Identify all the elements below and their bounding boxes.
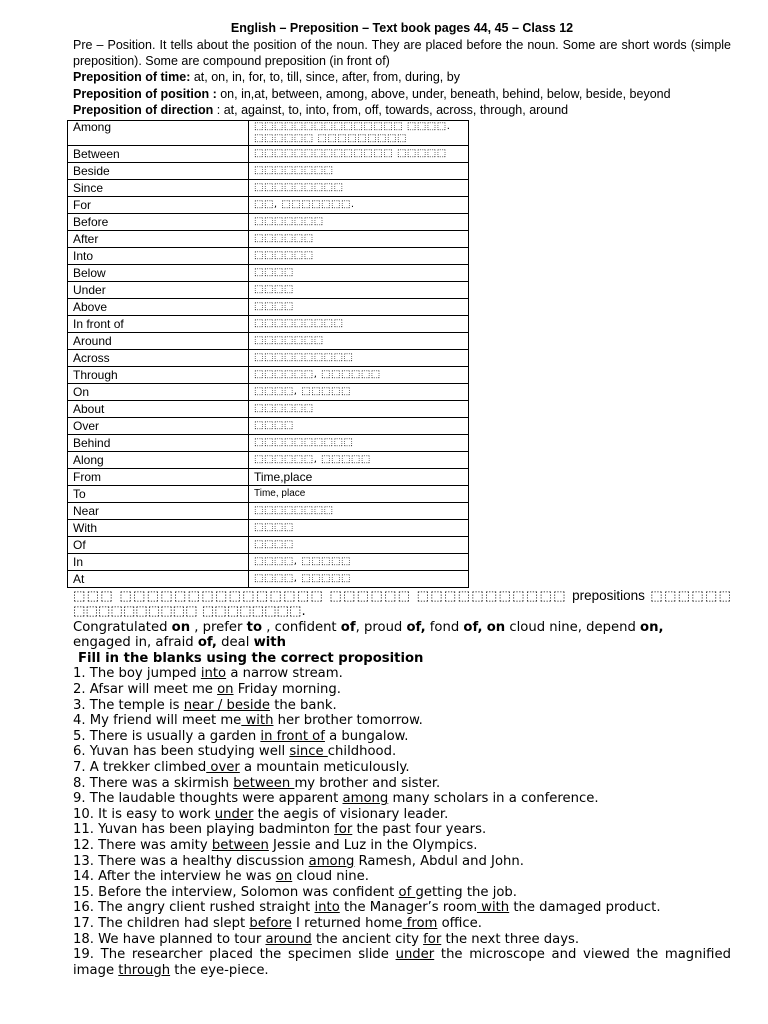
preposition-meaning: ⬚⬚⬚⬚⬚⬚⬚⬚⬚⬚ (249, 434, 469, 451)
sentence-text: 19. The researcher placed the specimen slide (73, 947, 396, 963)
exercise-sentence (73, 807, 731, 823)
definition-line (73, 86, 731, 103)
preposition-meaning: ⬚⬚, ⬚⬚⬚⬚⬚⬚⬚. (249, 196, 469, 213)
collocation-preposition: on (171, 619, 191, 635)
table-row (68, 383, 469, 400)
answer-preposition: with (476, 900, 510, 916)
sentence-text: 1. The boy jumped (73, 666, 201, 682)
sentence-text: office. (437, 915, 482, 931)
intro-paragraph: Pre – Position. It tells about the position of the noun. They are placed before the noun. Some are short words (simple preposition). Some are compound preposition (in front of) (73, 38, 731, 68)
preposition-meaning: Time, place (249, 485, 469, 502)
preposition-meaning: ⬚⬚⬚⬚⬚⬚⬚ (249, 332, 469, 349)
collocation-text: Congratulated (73, 619, 172, 635)
sentence-text: the eye-piece. (170, 962, 269, 978)
preposition-table (67, 120, 469, 588)
table-row (68, 502, 469, 519)
exercise-sentence (73, 713, 731, 729)
sentence-text: 3. The temple is (73, 697, 184, 713)
preposition-word: From (68, 468, 249, 485)
answer-preposition: of (398, 884, 416, 900)
exercise-sentence (73, 698, 731, 714)
sentence-text: many scholars in a conference. (388, 791, 599, 807)
preposition-word: Before (68, 213, 249, 230)
sentence-text: 15. Before the interview, Solomon was confident (73, 884, 399, 900)
tamil-note (73, 588, 731, 620)
sentence-text: the Manager’s room (339, 900, 477, 916)
table-row (68, 196, 469, 213)
exercise-sentence (73, 838, 731, 854)
collocation-preposition: on, (640, 619, 664, 635)
table-row (68, 179, 469, 196)
preposition-meaning: ⬚⬚⬚⬚⬚⬚, ⬚⬚⬚⬚⬚⬚ (249, 366, 469, 383)
preposition-meaning: ⬚⬚⬚⬚⬚⬚⬚⬚⬚⬚ (249, 349, 469, 366)
note-tamil-text-start: ⬚⬚⬚ ⬚⬚⬚⬚⬚⬚⬚⬚⬚⬚⬚⬚⬚⬚⬚ ⬚⬚⬚⬚⬚⬚ ⬚⬚⬚⬚⬚⬚⬚⬚⬚⬚⬚ (73, 588, 573, 604)
collocation-preposition: of (340, 619, 356, 635)
preposition-meaning: ⬚⬚⬚⬚⬚⬚, ⬚⬚⬚⬚⬚ (249, 451, 469, 468)
sentence-text: 5. There is usually a garden (73, 728, 261, 744)
collocation-text: deal (216, 635, 254, 651)
table-row (68, 451, 469, 468)
sentence-text: the bank. (270, 697, 337, 713)
table-row (68, 213, 469, 230)
collocation-preposition: of, (406, 619, 426, 635)
sentence-text: 17. The children had slept (73, 915, 250, 931)
answer-preposition: on (275, 869, 293, 885)
sentence-text: cloud nine. (292, 869, 369, 885)
preposition-meaning: ⬚⬚⬚⬚⬚⬚ (249, 400, 469, 417)
sentence-text: my brother and sister. (294, 775, 441, 791)
answer-preposition: with (241, 713, 274, 729)
answer-preposition: since (289, 744, 328, 760)
sentence-text: I returned home (291, 915, 403, 931)
definition-label: Preposition of direction (73, 103, 214, 117)
sentence-text: her brother tomorrow. (273, 713, 423, 729)
sentence-text: 11. Yuvan has been playing badminton (73, 822, 335, 838)
table-row (68, 485, 469, 502)
sentence-text: 9. The laudable thoughts were apparent (73, 791, 343, 807)
sentence-text: 10. It is easy to work (73, 806, 215, 822)
preposition-word: To (68, 485, 249, 502)
table-row (68, 417, 469, 434)
sentence-text: Jessie and Luz in the Olympics. (268, 838, 478, 853)
table-row (68, 434, 469, 451)
sentence-text: Ramesh, Abdul and John. (354, 853, 524, 869)
table-row (68, 332, 469, 349)
table-row (68, 400, 469, 417)
answer-preposition: over (206, 760, 240, 776)
preposition-word: Above (68, 298, 249, 315)
preposition-meaning: ⬚⬚⬚⬚, ⬚⬚⬚⬚⬚ (249, 383, 469, 400)
preposition-word: Over (68, 417, 249, 434)
answer-preposition: into (314, 900, 340, 916)
preposition-word: After (68, 230, 249, 247)
preposition-word: Since (68, 179, 249, 196)
preposition-meaning: ⬚⬚⬚⬚⬚⬚⬚ (249, 213, 469, 230)
answer-preposition: near / beside (183, 697, 271, 713)
preposition-meaning: ⬚⬚⬚⬚, ⬚⬚⬚⬚⬚ (249, 553, 469, 570)
table-row (68, 553, 469, 570)
answer-preposition: among (308, 853, 355, 869)
table-row (68, 536, 469, 553)
sentence-text: Friday morning. (233, 682, 341, 698)
collocation-text: fond (425, 619, 464, 635)
sentence-text: 18. We have planned to tour (73, 931, 266, 947)
answer-preposition: between (211, 838, 269, 853)
exercise-sentence (73, 666, 731, 682)
answer-preposition: on (217, 682, 234, 698)
definition-line (73, 102, 731, 119)
preposition-meaning: ⬚⬚⬚⬚ (249, 519, 469, 536)
answer-preposition: among (342, 791, 389, 807)
preposition-word: Below (68, 264, 249, 281)
preposition-meaning: ⬚⬚⬚⬚⬚⬚⬚⬚⬚ (249, 179, 469, 196)
sentence-text: 14. After the interview he was (73, 869, 276, 885)
answer-preposition: under (214, 806, 254, 822)
table-row (68, 298, 469, 315)
collocation-text: , confident (262, 619, 341, 635)
preposition-word: Near (68, 502, 249, 519)
sentence-text: the microscope and viewed the magnified image (73, 947, 731, 978)
note-prepositions-word: prepositions (572, 587, 645, 603)
table-row (68, 281, 469, 298)
exercise-sentence (73, 729, 731, 745)
preposition-word: For (68, 196, 249, 213)
preposition-meaning: ⬚⬚⬚⬚ (249, 264, 469, 281)
answer-preposition: under (395, 947, 435, 963)
collocation-line (73, 620, 731, 636)
definition-text: : at, against, to, into, from, off, towards, across, through, around (213, 103, 569, 117)
preposition-meaning: ⬚⬚⬚⬚, ⬚⬚⬚⬚⬚ (249, 570, 469, 587)
preposition-word: Along (68, 451, 249, 468)
sentence-text: the damaged product. (509, 900, 661, 916)
sentence-text: the past four years. (352, 822, 487, 838)
preposition-word: With (68, 519, 249, 536)
collocation-preposition: on (486, 619, 506, 635)
preposition-meaning: ⬚⬚⬚⬚ (249, 536, 469, 553)
preposition-meaning: ⬚⬚⬚⬚⬚⬚⬚⬚ (249, 162, 469, 179)
definition-label: Preposition of time: (73, 70, 191, 84)
collocations (73, 620, 731, 651)
table-row (68, 366, 469, 383)
table-row (68, 264, 469, 281)
preposition-meaning: ⬚⬚⬚⬚ (249, 281, 469, 298)
preposition-word: Into (68, 247, 249, 264)
sentence-text: the next three days. (441, 931, 580, 947)
answer-preposition: for (334, 822, 353, 838)
preposition-word: On (68, 383, 249, 400)
exercise-heading: Fill in the blanks using the correct proposition (78, 650, 424, 666)
preposition-meaning: ⬚⬚⬚⬚⬚⬚⬚⬚⬚ (249, 315, 469, 332)
note-tamil-text-end: ⬚⬚⬚⬚⬚⬚ ⬚⬚⬚⬚⬚⬚⬚⬚⬚⬚ ⬚⬚⬚⬚⬚⬚⬚⬚. (73, 588, 731, 620)
sentence-text: getting the job. (415, 884, 517, 900)
collocation-text: , proud (355, 619, 407, 635)
exercise-list (73, 666, 731, 978)
preposition-word: Across (68, 349, 249, 366)
definition-line (73, 69, 731, 86)
table-row (68, 230, 469, 247)
exercise-sentence (73, 900, 731, 916)
sentence-text: 6. Yuvan has been studying well (73, 744, 290, 760)
table-row (68, 120, 469, 145)
definition-label: Preposition of position : (73, 86, 217, 101)
sentence-text: a mountain meticulously. (239, 760, 410, 776)
sentence-text: a bungalow. (324, 728, 409, 744)
collocation-text: cloud nine, depend (505, 619, 641, 635)
definition-text: on, in,at, between, among, above, under, beneath, behind, below, beside, beyond (216, 86, 671, 101)
preposition-meaning: ⬚⬚⬚⬚⬚⬚⬚⬚⬚⬚⬚⬚⬚⬚⬚ ⬚⬚⬚⬚. ⬚⬚⬚⬚⬚⬚ ⬚⬚⬚⬚⬚⬚⬚⬚⬚ (249, 120, 469, 145)
collocation-preposition: of, (197, 635, 217, 651)
preposition-word: In (68, 553, 249, 570)
exercise-sentence (73, 947, 731, 978)
preposition-word: Around (68, 332, 249, 349)
preposition-meaning: Time,place (249, 468, 469, 485)
sentence-text: a narrow stream. (226, 666, 343, 682)
exercise-sentence (73, 869, 731, 885)
collocation-preposition: of, (463, 619, 483, 635)
preposition-meaning: ⬚⬚⬚⬚ (249, 417, 469, 434)
lower-section (73, 588, 731, 979)
document-page (73, 20, 731, 978)
preposition-word: In front of (68, 315, 249, 332)
answer-preposition: before (249, 915, 292, 931)
answer-preposition: in front of (260, 728, 325, 744)
collocation-preposition: with (253, 635, 286, 651)
preposition-meaning: ⬚⬚⬚⬚ (249, 298, 469, 315)
preposition-word: At (68, 570, 249, 587)
sentence-text: 12. There was amity (73, 838, 212, 853)
collocation-line (73, 635, 731, 651)
exercise-sentence (73, 682, 731, 698)
exercise-sentence (73, 776, 731, 792)
preposition-meaning: ⬚⬚⬚⬚⬚⬚ (249, 230, 469, 247)
sentence-text: 8. There was a skirmish (73, 775, 234, 791)
preposition-meaning: ⬚⬚⬚⬚⬚⬚ (249, 247, 469, 264)
collocation-preposition: to (246, 619, 263, 635)
table-row (68, 349, 469, 366)
sentence-text: 13. There was a healthy discussion (73, 853, 309, 869)
preposition-meaning: ⬚⬚⬚⬚⬚⬚⬚⬚⬚⬚⬚⬚⬚⬚ ⬚⬚⬚⬚⬚ (249, 145, 469, 162)
exercise-sentence (73, 760, 731, 776)
preposition-word: Through (68, 366, 249, 383)
exercise-sentence (73, 932, 731, 948)
preposition-word: Of (68, 536, 249, 553)
answer-preposition: from (402, 915, 438, 931)
table-row (68, 315, 469, 332)
answer-preposition: around (265, 931, 312, 947)
preposition-word: About (68, 400, 249, 417)
sentence-text: the aegis of visionary leader. (253, 806, 449, 822)
table-row (68, 162, 469, 179)
collocation-text: , prefer (190, 619, 247, 635)
table-row (68, 468, 469, 485)
preposition-word: Between (68, 145, 249, 162)
table-row (68, 519, 469, 536)
definitions (73, 69, 731, 119)
exercise-sentence (73, 885, 731, 901)
preposition-meaning: ⬚⬚⬚⬚⬚⬚⬚⬚ (249, 502, 469, 519)
exercise-sentence (73, 916, 731, 932)
preposition-word: Beside (68, 162, 249, 179)
answer-preposition: into (200, 666, 227, 682)
sentence-text: 2. Afsar will meet me (73, 682, 218, 698)
sentence-text: 16. The angry client rushed straight (73, 900, 315, 916)
sentence-text: 4. My friend will meet me (73, 713, 242, 729)
answer-preposition: for (423, 931, 442, 947)
exercise-sentence (73, 854, 731, 870)
exercise-sentence (73, 791, 731, 807)
page-title: English – Preposition – Text book pages 44, 45 – Class 12 (230, 21, 574, 35)
sentence-text: the ancient city (311, 931, 424, 947)
collocation-text: engaged in, afraid (73, 635, 198, 651)
exercise-sentence (73, 744, 731, 760)
preposition-word: Among (68, 120, 249, 145)
answer-preposition: between (233, 775, 295, 791)
definition-text: at, on, in, for, to, till, since, after, from, during, by (190, 70, 460, 84)
sentence-text: 7. A trekker climbed (73, 760, 207, 776)
sentence-text: childhood. (327, 744, 397, 760)
preposition-word: Under (68, 281, 249, 298)
table-row (68, 247, 469, 264)
exercise-sentence (73, 822, 731, 838)
table-row (68, 145, 469, 162)
answer-preposition: through (118, 962, 171, 978)
preposition-word: Behind (68, 434, 249, 451)
table-row (68, 570, 469, 587)
